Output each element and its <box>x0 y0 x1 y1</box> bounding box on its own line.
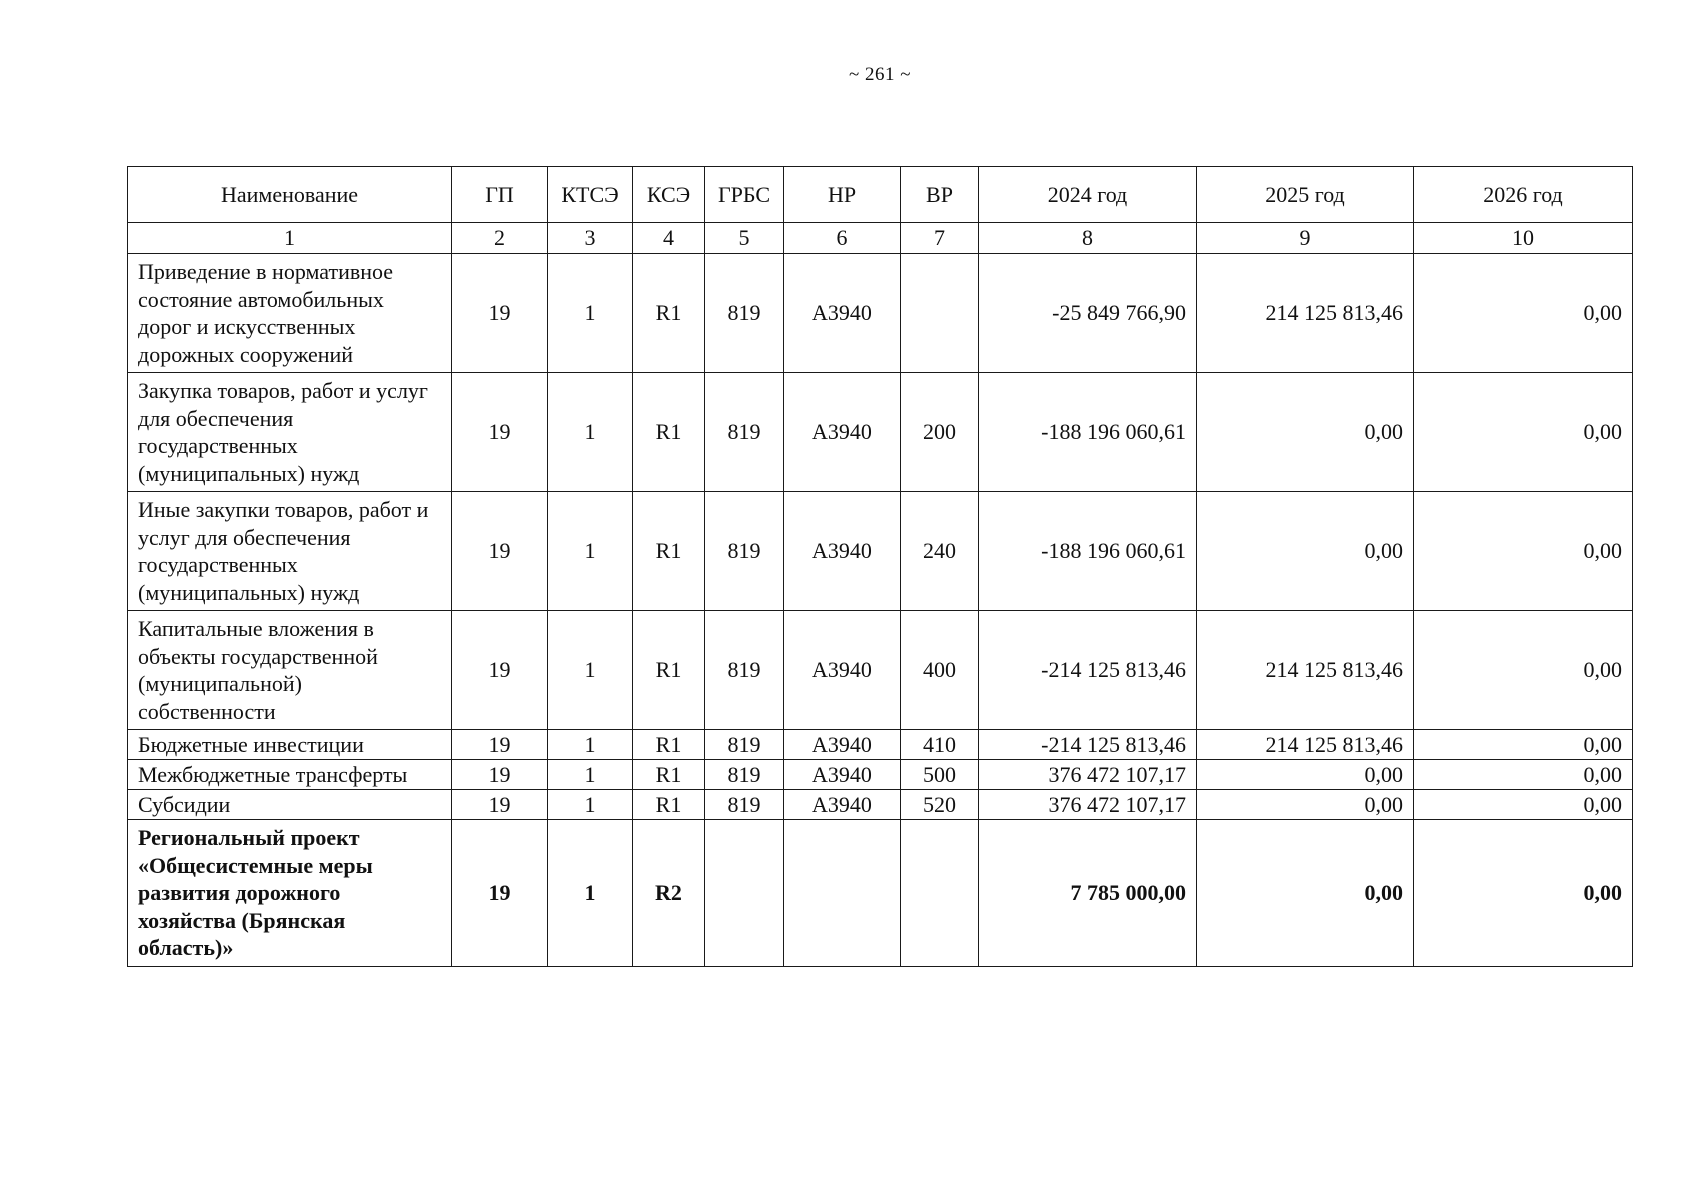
cell-2024: -214 125 813,46 <box>979 611 1197 730</box>
column-number: 3 <box>548 223 633 254</box>
cell-ktse: 1 <box>548 254 633 373</box>
cell-2026: 0,00 <box>1414 790 1633 820</box>
cell-gp: 19 <box>452 254 548 373</box>
cell-grbs <box>705 820 784 967</box>
header-2024: 2024 год <box>979 167 1197 223</box>
table-header-row <box>128 167 1633 223</box>
table-row <box>128 611 1633 730</box>
cell-nr <box>784 820 901 967</box>
cell-2025: 0,00 <box>1197 373 1414 492</box>
cell-vr: 200 <box>901 373 979 492</box>
header-name: Наименование <box>128 167 452 223</box>
cell-kse: R2 <box>633 820 705 967</box>
cell-2024: -25 849 766,90 <box>979 254 1197 373</box>
row-name: Бюджетные инвестиции <box>128 730 452 760</box>
column-number: 4 <box>633 223 705 254</box>
header-gp: ГП <box>452 167 548 223</box>
cell-2024: -214 125 813,46 <box>979 730 1197 760</box>
column-number: 8 <box>979 223 1197 254</box>
cell-vr: 410 <box>901 730 979 760</box>
cell-gp: 19 <box>452 492 548 611</box>
cell-vr: 400 <box>901 611 979 730</box>
cell-kse: R1 <box>633 611 705 730</box>
cell-kse: R1 <box>633 492 705 611</box>
cell-2026: 0,00 <box>1414 254 1633 373</box>
column-number: 2 <box>452 223 548 254</box>
cell-2025: 0,00 <box>1197 760 1414 790</box>
cell-2024: 7 785 000,00 <box>979 820 1197 967</box>
cell-kse: R1 <box>633 790 705 820</box>
cell-2024: -188 196 060,61 <box>979 373 1197 492</box>
cell-grbs: 819 <box>705 373 784 492</box>
header-2025: 2025 год <box>1197 167 1414 223</box>
table-row <box>128 730 1633 760</box>
cell-grbs: 819 <box>705 760 784 790</box>
cell-2026: 0,00 <box>1414 820 1633 967</box>
cell-2025: 0,00 <box>1197 790 1414 820</box>
cell-gp: 19 <box>452 790 548 820</box>
row-name: Иные закупки товаров, работ и услуг для обеспечения государственных (муниципальных) нужд <box>128 492 452 611</box>
row-name: Приведение в нормативное состояние автомобильных дорог и искусственных дорожных сооружений <box>128 254 452 373</box>
cell-grbs: 819 <box>705 730 784 760</box>
cell-vr <box>901 254 979 373</box>
cell-nr: А3940 <box>784 760 901 790</box>
cell-2026: 0,00 <box>1414 730 1633 760</box>
cell-gp: 19 <box>452 611 548 730</box>
cell-vr: 240 <box>901 492 979 611</box>
cell-nr: А3940 <box>784 611 901 730</box>
cell-2025: 214 125 813,46 <box>1197 611 1414 730</box>
column-number: 10 <box>1414 223 1633 254</box>
row-name: Закупка товаров, работ и услуг для обеспечения государственных (муниципальных) нужд <box>128 373 452 492</box>
header-vr: ВР <box>901 167 979 223</box>
cell-vr: 500 <box>901 760 979 790</box>
table-row <box>128 790 1633 820</box>
row-name: Региональный проект «Общесистемные меры развития дорожного хозяйства (Брянская область)» <box>128 820 452 967</box>
cell-2025: 214 125 813,46 <box>1197 730 1414 760</box>
cell-kse: R1 <box>633 760 705 790</box>
cell-2024: -188 196 060,61 <box>979 492 1197 611</box>
column-number: 9 <box>1197 223 1414 254</box>
row-name: Субсидии <box>128 790 452 820</box>
cell-grbs: 819 <box>705 492 784 611</box>
table-row <box>128 760 1633 790</box>
budget-table <box>127 166 1633 967</box>
cell-nr: А3940 <box>784 492 901 611</box>
cell-gp: 19 <box>452 760 548 790</box>
cell-grbs: 819 <box>705 254 784 373</box>
table-row <box>128 373 1633 492</box>
row-name: Межбюджетные трансферты <box>128 760 452 790</box>
column-number: 7 <box>901 223 979 254</box>
cell-ktse: 1 <box>548 760 633 790</box>
cell-kse: R1 <box>633 373 705 492</box>
cell-ktse: 1 <box>548 373 633 492</box>
cell-nr: А3940 <box>784 790 901 820</box>
column-number: 1 <box>128 223 452 254</box>
cell-2026: 0,00 <box>1414 611 1633 730</box>
cell-2026: 0,00 <box>1414 760 1633 790</box>
cell-gp: 19 <box>452 373 548 492</box>
header-2026: 2026 год <box>1414 167 1633 223</box>
cell-kse: R1 <box>633 254 705 373</box>
cell-2024: 376 472 107,17 <box>979 790 1197 820</box>
row-name: Капитальные вложения в объекты государственной (муниципальной) собственности <box>128 611 452 730</box>
cell-ktse: 1 <box>548 492 633 611</box>
cell-ktse: 1 <box>548 611 633 730</box>
header-nr: НР <box>784 167 901 223</box>
cell-ktse: 1 <box>548 730 633 760</box>
table-row <box>128 492 1633 611</box>
header-grbs: ГРБС <box>705 167 784 223</box>
cell-ktse: 1 <box>548 820 633 967</box>
cell-ktse: 1 <box>548 790 633 820</box>
cell-gp: 19 <box>452 730 548 760</box>
cell-2026: 0,00 <box>1414 373 1633 492</box>
column-number: 5 <box>705 223 784 254</box>
cell-gp: 19 <box>452 820 548 967</box>
cell-2025: 0,00 <box>1197 492 1414 611</box>
cell-2026: 0,00 <box>1414 492 1633 611</box>
cell-2025: 0,00 <box>1197 820 1414 967</box>
page-number: ~ 261 ~ <box>848 64 912 85</box>
cell-nr: А3940 <box>784 254 901 373</box>
cell-grbs: 819 <box>705 790 784 820</box>
header-ktse: КТСЭ <box>548 167 633 223</box>
cell-vr: 520 <box>901 790 979 820</box>
header-kse: КСЭ <box>633 167 705 223</box>
table-row <box>128 254 1633 373</box>
column-number: 6 <box>784 223 901 254</box>
cell-grbs: 819 <box>705 611 784 730</box>
cell-nr: А3940 <box>784 730 901 760</box>
cell-kse: R1 <box>633 730 705 760</box>
cell-2024: 376 472 107,17 <box>979 760 1197 790</box>
column-number-row <box>128 223 1633 254</box>
cell-2025: 214 125 813,46 <box>1197 254 1414 373</box>
cell-vr <box>901 820 979 967</box>
cell-nr: А3940 <box>784 373 901 492</box>
table-row <box>128 820 1633 967</box>
